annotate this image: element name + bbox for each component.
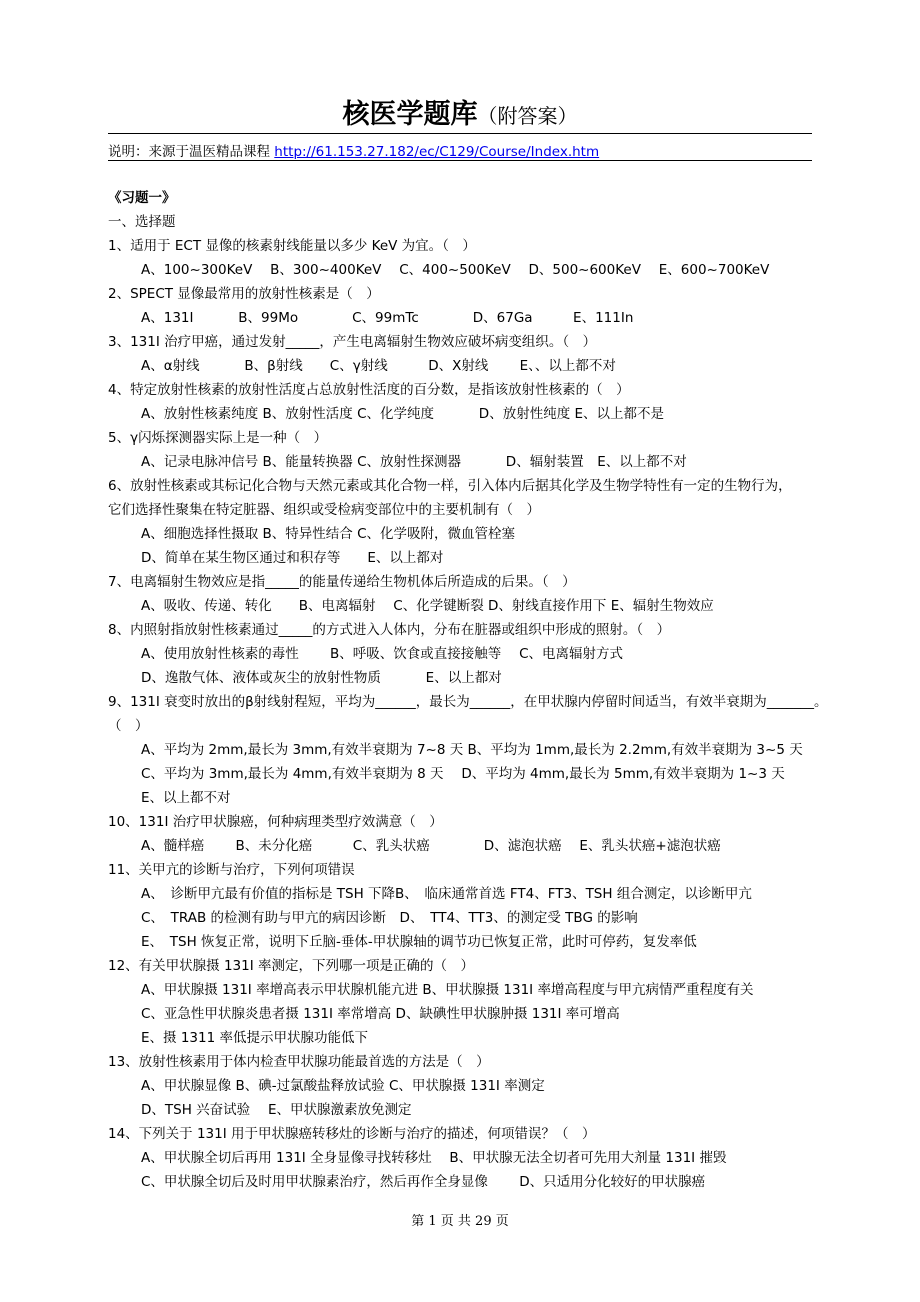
answer-option-line: C、甲状腺全切后及时用甲状腺素治疗，然后再作全身显像 D、只适用分化较好的甲状腺癌	[141, 1174, 706, 1190]
answer-option-line: A、α射线 B、β射线 C、γ射线 D、X射线 E、、以上都不对	[141, 358, 616, 374]
question-text-line: 12、有关甲状腺摄 131I 率测定，下列哪一项是正确的（ ）	[108, 958, 475, 974]
page-title	[0, 92, 920, 131]
answer-option-line: C、 TRAB 的检测有助与甲亢的病因诊断 D、 TT4、TT3、的测定受 TBG 的影响	[141, 910, 638, 926]
question-text-line: 5、γ闪烁探测器实际上是一种（ ）	[108, 430, 328, 446]
title-sub: （附答案）	[477, 104, 578, 128]
answer-option-line: A、髓样癌 B、未分化癌 C、乳头状癌 D、滤泡状癌 E、乳头状癌+滤泡状癌	[141, 838, 721, 854]
answer-option-line: A、100~300KeV B、300~400KeV C、400~500KeV D、500~600KeV E、600~700KeV	[141, 262, 770, 278]
question-text-line: 7、电离辐射生物效应是指_____的能量传递给生物机体后所造成的后果。（ ）	[108, 574, 576, 590]
answer-option-line: A、平均为 2mm,最长为 3mm,有效半衰期为 7~8 天 B、平均为 1mm,最长为 2.2mm,有效半衰期为 3~5 天	[141, 742, 803, 758]
answer-option-line: E、以上都不对	[141, 790, 231, 806]
answer-option-line: C、亚急性甲状腺炎患者摄 131I 率常增高 D、缺碘性甲状腺肿摄 131I 率可增高	[141, 1006, 620, 1022]
answer-option-line: A、吸收、传递、转化 B、电离辐射 C、化学键断裂 D、射线直接作用下 E、辐射生物效应	[141, 598, 714, 614]
answer-option-line: A、甲状腺摄 131I 率增高表示甲状腺机能亢进 B、甲状腺摄 131I 率增高程度与甲亢病情严重程度有关	[141, 982, 754, 998]
answer-option-line: E、摄 1311 率低提示甲状腺功能低下	[141, 1030, 368, 1046]
title-divider-bottom	[108, 160, 812, 161]
question-text-line: 13、放射性核素用于体内检查甲状腺功能最首选的方法是（ ）	[108, 1054, 490, 1070]
answer-option-line: D、逸散气体、液体或灰尘的放射性物质 E、以上都对	[141, 670, 502, 686]
source-prefix: 说明：来源于温医精品课程	[108, 144, 275, 160]
answer-option-line: A、细胞选择性摄取 B、特异性结合 C、化学吸附，微血管栓塞	[141, 526, 516, 542]
question-text-line: 3、131I 治疗甲癌，通过发射_____，产生电离辐射生物效应破坏病变组织。（ ）	[108, 334, 597, 350]
section-title: 《习题一》	[108, 190, 176, 206]
page-footer: 第 1 页 共 29 页	[411, 1214, 509, 1229]
answer-option-line: A、甲状腺显像 B、碘-过氯酸盐释放试验 C、甲状腺摄 131I 率测定	[141, 1078, 545, 1094]
source-description	[108, 140, 599, 160]
answer-option-line: A、131I B、99Mo C、99mTc D、67Ga E、111In	[141, 310, 634, 326]
question-list	[108, 234, 848, 1194]
question-text-line: 2、SPECT 显像最常用的放射性核素是（ ）	[108, 286, 380, 302]
question-text-line: 14、下列关于 131I 用于甲状腺癌转移灶的诊断与治疗的描述，何项错误？（ ）	[108, 1126, 596, 1142]
question-text-line: 9、131I 衰变时放出的β射线射程短，平均为______，最长为______，在甲状腺内停留时间适当，有效半衰期为_______。	[108, 694, 828, 710]
question-text-line: 10、131I 治疗甲状腺癌，何种病理类型疗效满意（ ）	[108, 814, 443, 830]
question-text-line: 1、适用于 ECT 显像的核素射线能量以多少 KeV 为宜。（ ）	[108, 238, 476, 254]
question-text-line: 8、内照射指放射性核素通过_____的方式进入人体内，分布在脏器或组织中形成的照射。（ ）	[108, 622, 671, 638]
question-text-line: 6、放射性核素或其标记化合物与天然元素或其化合物一样，引入体内后据其化学及生物学特性有一定的生物行为，	[108, 478, 792, 494]
answer-option-line: A、使用放射性核素的毒性 B、呼吸、饮食或直接接触等 C、电离辐射方式	[141, 646, 624, 662]
source-link[interactable]: http://61.153.27.182/ec/C129/Course/Index.htm	[274, 144, 600, 160]
answer-option-line: D、TSH 兴奋试验 E、甲状腺激素放免测定	[141, 1102, 412, 1118]
subsection-title: 一、选择题	[108, 214, 176, 230]
question-content	[108, 186, 848, 1194]
question-text-line: 11、关甲亢的诊断与治疗，下列何项错误	[108, 862, 355, 878]
title-main: 核医学题库	[342, 99, 478, 130]
answer-option-line: A、 诊断甲亢最有价值的指标是 TSH 下降B、 临床通常首选 FT4、FT3、TSH 组合测定，以诊断甲亢	[141, 886, 752, 902]
answer-option-line: C、平均为 3mm,最长为 4mm,有效半衰期为 8 天 D、平均为 4mm,最长为 5mm,有效半衰期为 1~3 天	[141, 766, 785, 782]
question-text-line: 4、特定放射性核素的放射性活度占总放射性活度的百分数，是指该放射性核素的（ ）	[108, 382, 630, 398]
question-text-line: （ ）	[108, 718, 149, 734]
answer-option-line: D、简单在某生物区通过和积存等 E、以上都对	[141, 550, 444, 566]
question-text-line: 它们选择性聚集在特定脏器、组织或受检病变部位中的主要机制有（ ）	[108, 502, 540, 518]
answer-option-line: A、记录电脉冲信号 B、能量转换器 C、放射性探测器 D、辐射装置 E、以上都不对	[141, 454, 687, 470]
answer-option-line: E、 TSH 恢复正常，说明下丘脑-垂体-甲状腺轴的调节功已恢复正常，此时可停药，复发率低	[141, 934, 697, 950]
answer-option-line: A、放射性核素纯度 B、放射性活度 C、化学纯度 D、放射性纯度 E、以上都不是	[141, 406, 665, 422]
title-divider-top	[108, 133, 812, 134]
answer-option-line: A、甲状腺全切后再用 131I 全身显像寻找转移灶 B、甲状腺无法全切者可先用大剂量 131I 摧毁	[141, 1150, 727, 1166]
